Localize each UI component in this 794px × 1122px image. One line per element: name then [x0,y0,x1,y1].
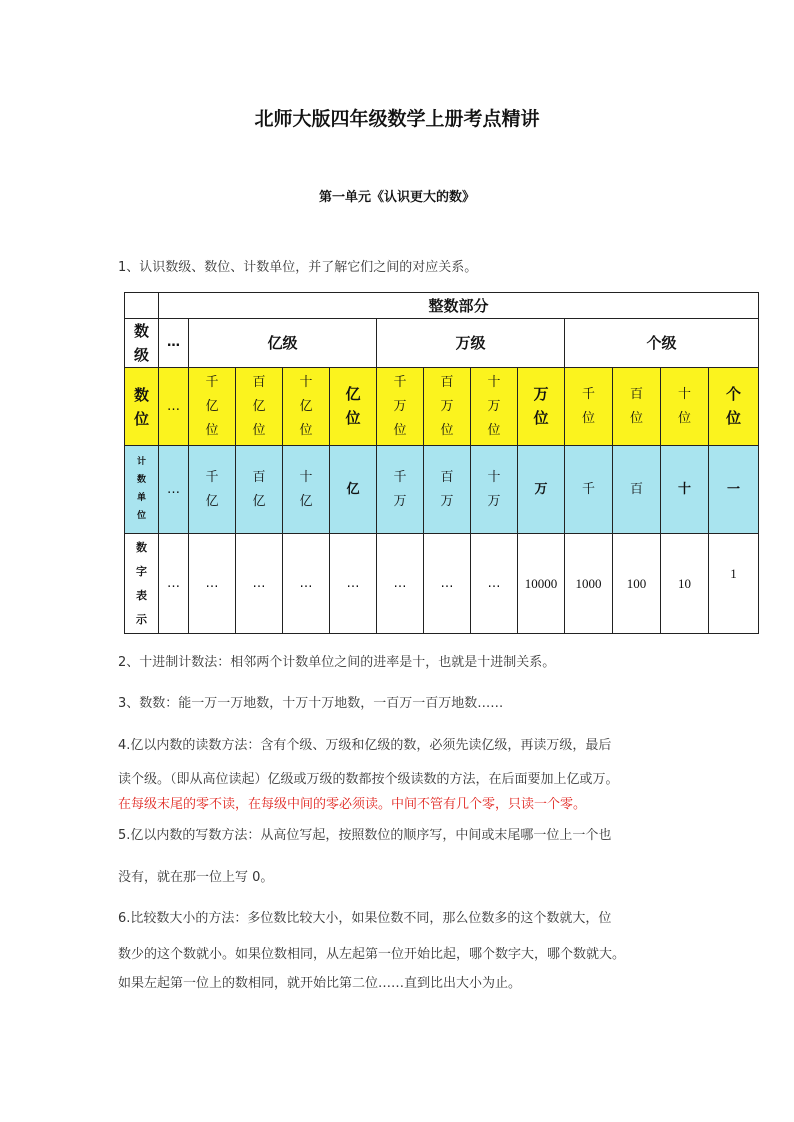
place-qian: 千 位 [565,368,613,446]
paragraph-1: 1、认识数级、数位、计数单位，并了解它们之间的对应关系。 [118,260,478,275]
paragraph-4-line-1: 4.亿以内数的读数方法：含有个级、万级和亿级的数，必须先读亿级，再读万级，最后 [118,738,612,753]
number-baiwan: … [424,534,471,634]
number-qianyi: … [189,534,236,634]
level-ellipsis: … [159,319,189,368]
unit-shi: 十 [661,446,709,534]
place-qianyi: 千 亿 位 [189,368,236,446]
place-yi: 亿 位 [330,368,377,446]
row-label-jishu: 计 数 单 位 [125,446,159,534]
row-label-biaoshi: 数 字 表 示 [125,534,159,634]
corner-cell [125,293,159,319]
unit-bai: 百 [613,446,661,534]
page-title: 北师大版四年级数学上册考点精讲 [254,108,540,130]
number-shiwan: … [471,534,518,634]
unit-yi: 亿 [330,446,377,534]
level-ge: 个级 [565,319,759,368]
number-baiyi: … [236,534,283,634]
unit-baiyi: 百 亿 [236,446,283,534]
row-label-shuwei: 数 位 [125,368,159,446]
place-value-table [124,292,759,634]
paragraph-2: 2、十进制计数法：相邻两个计数单位之间的进率是十，也就是十进制关系。 [118,655,556,670]
unit-shiwan: 十 万 [471,446,518,534]
number-wan: 10000 [518,534,565,634]
unit-shiyi: 十 亿 [283,446,330,534]
unit-qianwan: 千 万 [377,446,424,534]
number-qian: 1000 [565,534,613,634]
unit-ellipsis: … [159,446,189,534]
paragraph-5-line-2: 没有，就在那一位上写 0。 [118,870,274,885]
place-qianwan: 千 万 位 [377,368,424,446]
number-bai: 100 [613,534,661,634]
paragraph-6-line-1: 6.比较数大小的方法：多位数比较大小，如果位数不同，那么位数多的这个数就大，位 [118,911,612,926]
unit-yige: 一 [709,446,759,534]
level-yi: 亿级 [189,319,377,368]
place-shiyi: 十 亿 位 [283,368,330,446]
row-label-shuji: 数 级 [125,319,159,368]
unit-qianyi: 千 亿 [189,446,236,534]
unit-qian: 千 [565,446,613,534]
paragraph-4-line-2: 读个级。（即从高位读起）亿级或万级的数都按个级读数的方法，在后面要加上亿或万。 [118,772,619,787]
place-shiwan: 十 万 位 [471,368,518,446]
unit-baiwan: 百 万 [424,446,471,534]
paragraph-5-line-1: 5.亿以内数的写数方法：从高位写起，按照数位的顺序写，中间或末尾哪一位上一个也 [118,828,612,843]
number-shiyi: … [283,534,330,634]
number-qianwan: … [377,534,424,634]
paragraph-6-line-2: 数少的这个数就小。如果位数相同，从左起第一位开始比起，哪个数字大，哪个数就大。 [118,947,626,962]
number-shi: 10 [661,534,709,634]
number-ellipsis-lead: … [159,534,189,634]
paragraph-4-line-3-emphasis: 在每级末尾的零不读，在每级中间的零必须读。中间不管有几个零，只读一个零。 [118,797,587,812]
place-ellipsis: … [159,368,189,446]
header-whole-number: 整数部分 [159,293,759,319]
place-bai: 百 位 [613,368,661,446]
place-wan: 万 位 [518,368,565,446]
level-wan: 万级 [377,319,565,368]
paragraph-6-line-3: 如果左起第一位上的数相同，就开始比第二位……直到比出大小为止。 [118,976,522,991]
place-ge: 个 位 [709,368,759,446]
unit-subtitle: 第一单元《认识更大的数》 [318,190,475,205]
unit-wan: 万 [518,446,565,534]
number-ge: 1 [709,534,759,634]
place-shi: 十 位 [661,368,709,446]
place-baiwan: 百 万 位 [424,368,471,446]
paragraph-3: 3、数数：能一万一万地数，十万十万地数，一百万一百万地数…… [118,696,504,711]
number-yi: … [330,534,377,634]
place-baiyi: 百 亿 位 [236,368,283,446]
